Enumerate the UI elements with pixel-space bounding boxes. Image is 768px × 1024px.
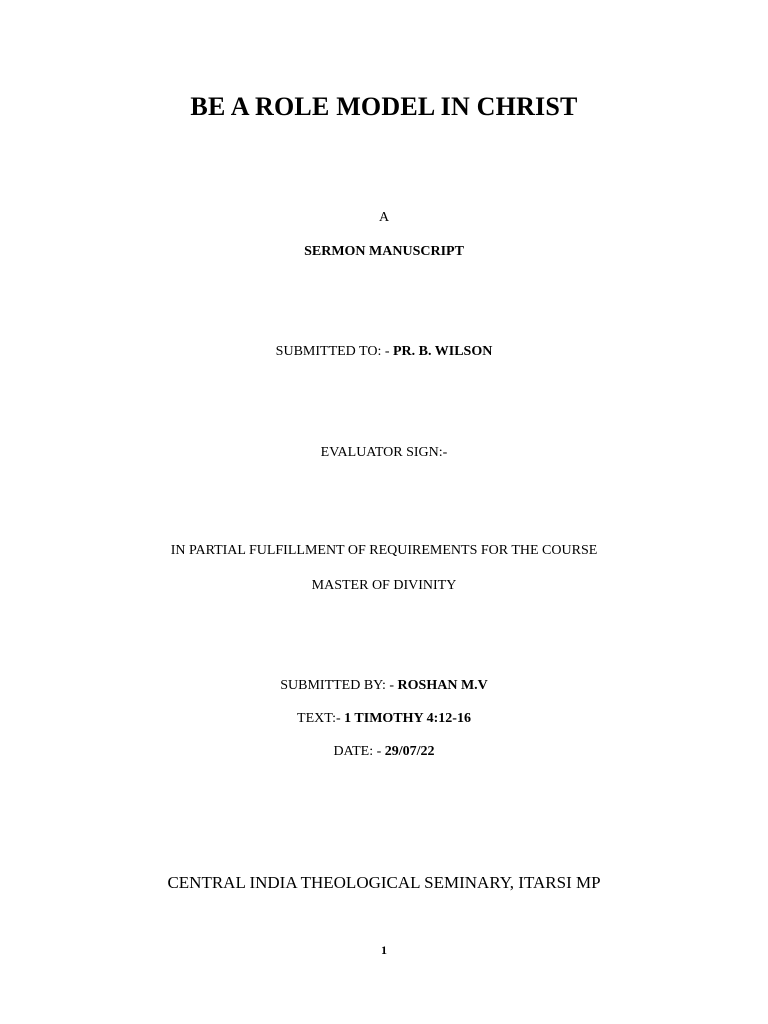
text-value: 1 TIMOTHY 4:12-16 — [344, 711, 471, 726]
submitted-to-line — [0, 344, 768, 360]
evaluator-sign: EVALUATOR SIGN:- — [320, 445, 448, 460]
date-value: 29/07/22 — [384, 744, 435, 759]
course-name: MASTER OF DIVINITY — [311, 578, 457, 593]
text-label: TEXT:- — [297, 711, 345, 726]
date-label: DATE: - — [333, 744, 385, 759]
submitted-by-label: SUBMITTED BY: - — [280, 678, 398, 693]
document-title: BE A ROLE MODEL IN CHRIST — [190, 92, 578, 121]
submitted-to-label: SUBMITTED TO: - — [275, 344, 393, 359]
page-number: 1 — [381, 943, 387, 957]
article-a: A — [378, 210, 390, 225]
submitted-to-value: PR. B. WILSON — [393, 344, 493, 359]
submitted-by-value: ROSHAN M.V — [397, 678, 488, 693]
text-line — [0, 711, 768, 727]
submitted-by-line — [0, 678, 768, 694]
date-line — [0, 744, 768, 760]
institution-name: CENTRAL INDIA THEOLOGICAL SEMINARY, ITARSI MP — [167, 873, 601, 892]
document-type: SERMON MANUSCRIPT — [304, 244, 464, 259]
fulfillment-statement: IN PARTIAL FULFILLMENT OF REQUIREMENTS FOR THE COURSE — [170, 543, 598, 558]
